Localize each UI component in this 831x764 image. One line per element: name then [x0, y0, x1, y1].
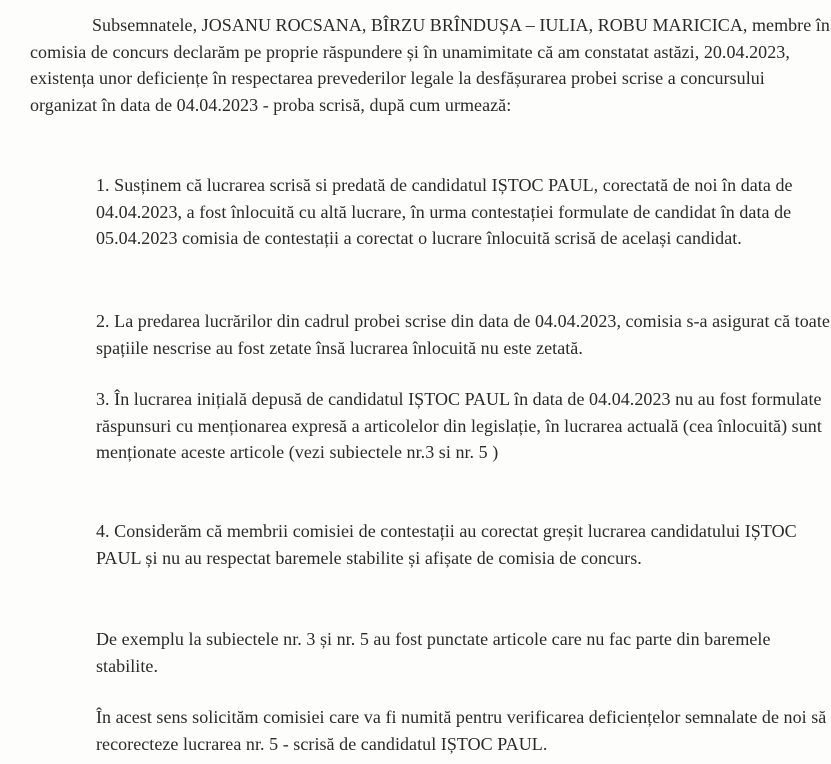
request-paragraph: În acest sens solicităm comisiei care va fi numită pentru verificarea deficiențelor semnalate de noi să recorecteze lucrarea nr. 5 - scrisă de candidatul IȘTOC PAUL.	[96, 707, 827, 754]
intro-paragraph: Subsemnatele, JOSANU ROCSANA, BÎRZU BRÎNDUȘA – IULIA, ROBU MARICICA, membre în comisia de concurs declarăm pe proprie răspundere și în unamimitate că am constatat astăzi, 20.04.2023, existența unor deficiențe în respectarea prevederilor legale la desfășurarea probei scrise a concursului organizat în data de 04.04.2023 - proba scrisă, după cum urmează:	[30, 15, 830, 115]
item-paragraph-2: 2. La predarea lucrărilor din cadrul probei scrise din data de 04.04.2023, comisia s-a asigurat că toate spațiile nescrise au fost zetate însă lucrarea înlocuită nu este zetată.	[96, 311, 830, 358]
item-paragraph-1: 1. Susținem că lucrarea scrisă si predată de candidatul IȘTOC PAUL, corectată de noi în data de 04.04.2023, a fost înlocuită cu altă lucrare, în urma contestației formulate de candidat în data de 05.04.2023 comisia de contestații a corectat o lucrare înlocuită scrisă de același candidat.	[96, 175, 793, 248]
example-paragraph: De exemplu la subiectele nr. 3 și nr. 5 au fost punctate articole care nu fac parte din baremele stabilite.	[96, 629, 771, 676]
item-paragraph-3: 3. În lucrarea inițială depusă de candidatul IȘTOC PAUL în data de 04.04.2023 nu au fost formulate răspunsuri cu menționarea expresă a articolelor din legislație, în lucrarea actuală (cea înlocuită) sunt menționate aceste articole (vezi subiectele nr.3 si nr. 5 )	[96, 389, 822, 462]
item-paragraph-4: 4. Considerăm că membrii comisiei de contestații au corectat greșit lucrarea candidatului IȘTOC PAUL și nu au respectat baremele stabilite și afișate de comisia de concurs.	[96, 521, 797, 568]
